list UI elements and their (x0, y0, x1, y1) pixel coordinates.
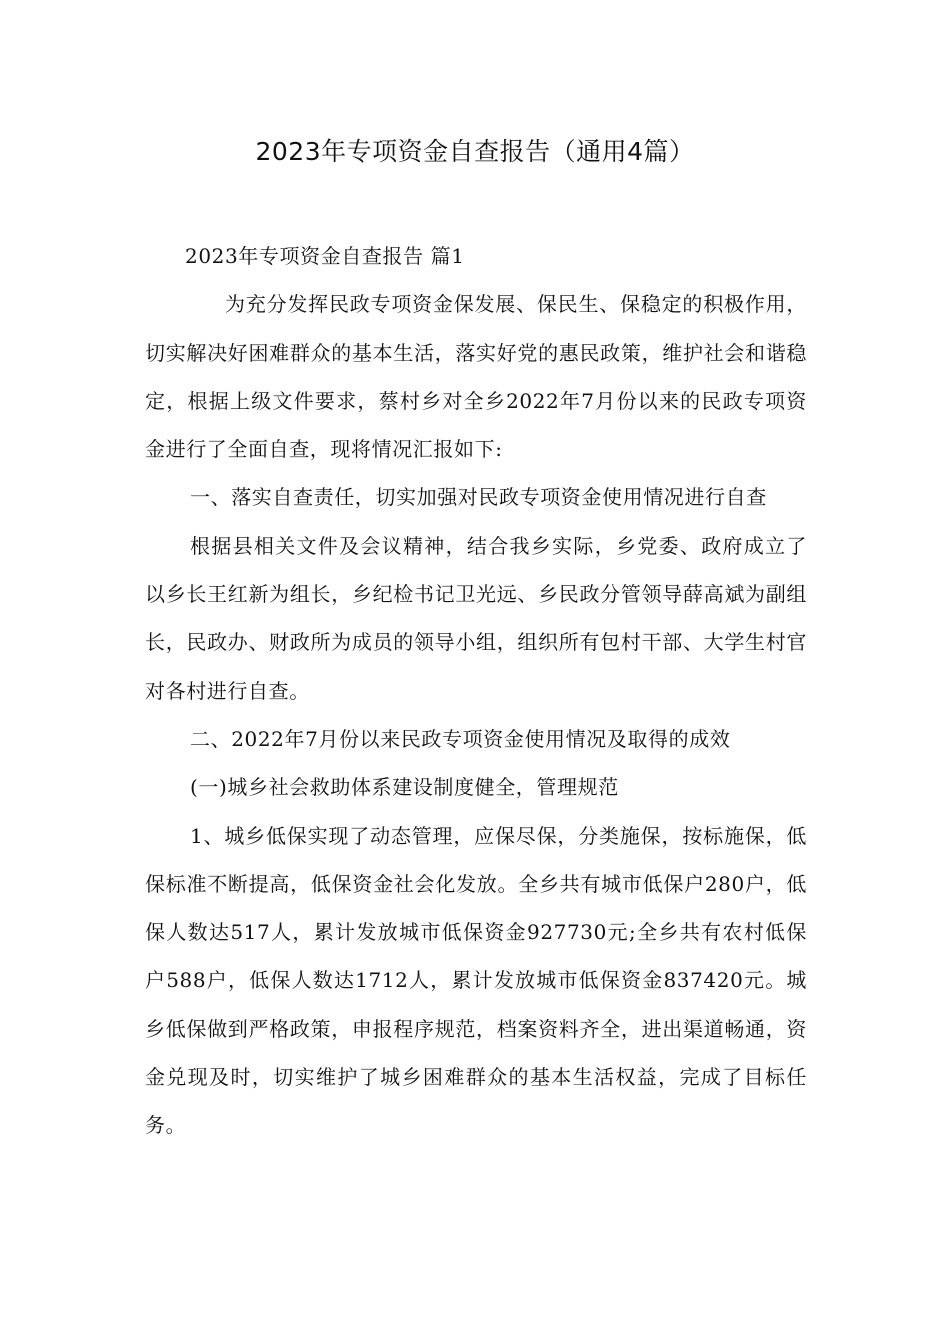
paragraph-leadership-group: 根据县相关文件及会议精神，结合我乡实际，乡党委、政府成立了以乡长王红新为组长，乡纪检书记卫光远、乡民政分管领导薛高斌为副组长，民政办、财政所为成员的领导小组，组织所有包村干部、大学生村官对各村进行自查。 (145, 533, 807, 703)
paragraph-minimum-living: 1、城乡低保实现了动态管理，应保尽保，分类施保，按标施保，低保标准不断提高，低保资金社会化发放。全乡共有城市低保户280户，低保人数达517人，累计发放城市低保资金927730元;全乡共有农村低保户588户，低保人数达1712人，累计发放城市低保资金837420元。城乡低保做到严格政策，申报程序规范，档案资料齐全，进出渠道畅通，资金兑现及时，切实维护了城乡困难群众的基本生活权益，完成了目标任务。 (145, 823, 807, 1138)
document-body (145, 232, 807, 1150)
paragraph-intro: 为充分发挥民政专项资金保发展、保民生、保稳定的积极作用，切实解决好困难群众的基本生活，落实好党的惠民政策，维护社会和谐稳定，根据上级文件要求，蔡村乡对全乡2022年7月份以来的民政专项资金进行了全面自查，现将情况汇报如下: (145, 292, 807, 462)
subheading-social-assistance: (一)城乡社会救助体系建设制度健全，管理规范 (190, 775, 619, 800)
heading-part-two: 二、2022年7月份以来民政专项资金使用情况及取得的成效 (190, 726, 731, 751)
section-heading: 2023年专项资金自查报告 篇1 (185, 244, 465, 268)
heading-part-one: 一、落实自查责任，切实加强对民政专项资金使用情况进行自查 (190, 485, 767, 510)
document-title: 2023年专项资金自查报告（通用4篇） (255, 137, 695, 166)
